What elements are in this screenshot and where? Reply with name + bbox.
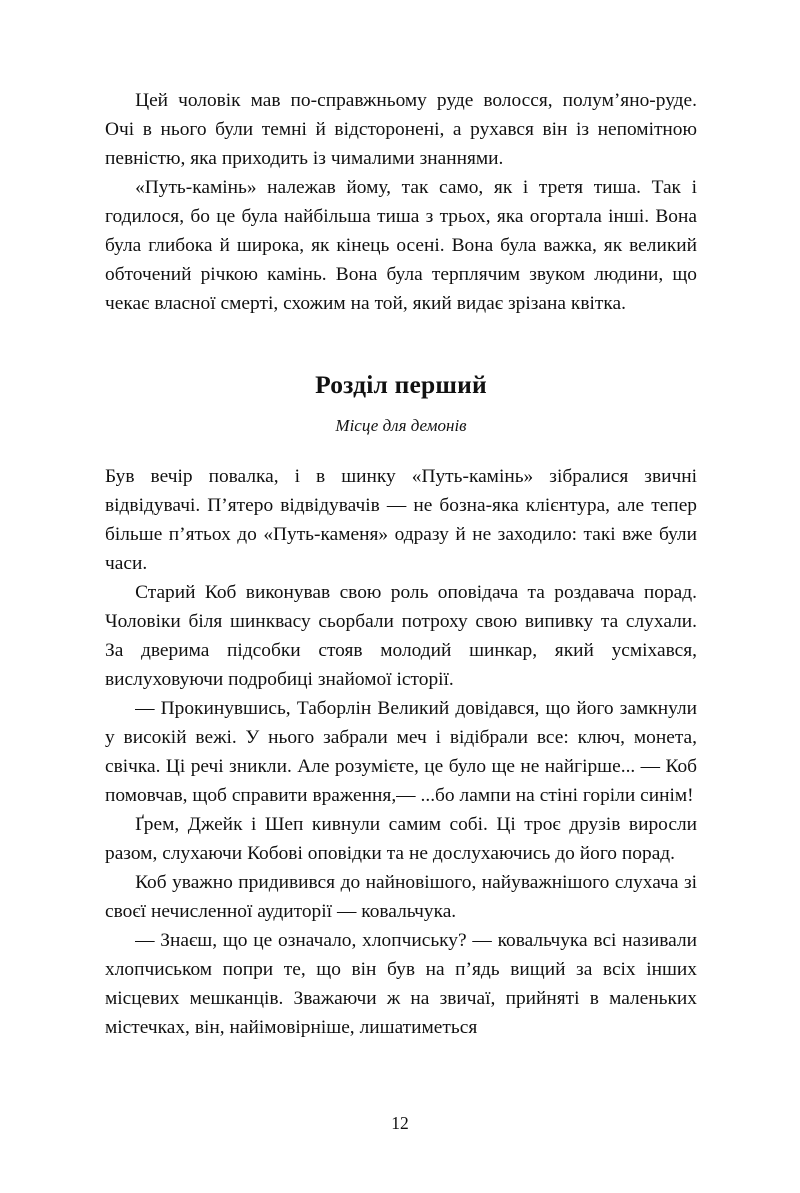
page-number: 12 (391, 1113, 409, 1133)
paragraph: Цей чоловік мав по-справжньому руде волосся, полум’яно-руде. Очі в нього були темні й відсторонені, а рухався він із непомітною певністю, яка приходить із чималими знаннями. (105, 90, 697, 169)
paragraph: «Путь-камінь» належав йому, так само, як і третя тиша. Так і годилося, бо це була найбільша тиша з трьох, яка огортала інші. Вона була глибока й широка, як кінець осені. Вона була важка, як великий обточений річкою камінь. Вона була терплячим звуком людини, що чекає власної смерті, схожим на той, який видає зрізана квітка. (105, 177, 697, 314)
paragraph: Старий Коб виконував свою роль оповідача та роздавача порад. Чоловіки біля шинквасу сьорбали потроху свою випивку та слухали. За дверима підсобки стояв молодий шинкар, який усміхався, вислуховуючи подробиці знайомої історії. (105, 582, 697, 690)
paragraph: Ґрем, Джейк і Шеп кивнули самим собі. Ці троє друзів виросли разом, слухаючи Кобові оповідки та не дослухаючись до його порад. (105, 814, 697, 864)
paragraph: Коб уважно придивився до найновішого, найуважнішого слухача зі своєї нечисленної аудиторії — ковальчука. (105, 872, 697, 922)
paragraph: Був вечір повалка, і в шинку «Путь-камінь» зібралися звичні відвідувачі. П’ятеро відвідувачів — не бозна-яка клієнтура, але тепер більше п’ятьох до «Путь-каменя» одразу й не заходило: такі вже були часи. (105, 466, 697, 574)
page-text-column (105, 86, 697, 1042)
paragraph: — Прокинувшись, Таборлін Великий довідався, що його замкнули у високій вежі. У нього забрали меч і відібрали все: ключ, монета, свічка. Ці речі зникли. Але розумієте, це було ще не найгірше... — Коб помовчав, щоб справити враження,— ...бо лампи на стіні горіли синім! (105, 698, 697, 806)
paragraph: — Знаєш, що це означало, хлопчиську? — ковальчука всі називали хлопчиськом попри те, що він був на п’ядь вищий за всіх інших місцевих мешканців. Зважаючи ж на звичаї, прийняті в маленьких містечках, він, найімовірніше, лишатиметься (105, 930, 697, 1038)
chapter-subtitle: Місце для демонів (335, 416, 467, 435)
chapter-heading-block (105, 370, 697, 437)
chapter-title: Розділ перший (315, 370, 487, 399)
